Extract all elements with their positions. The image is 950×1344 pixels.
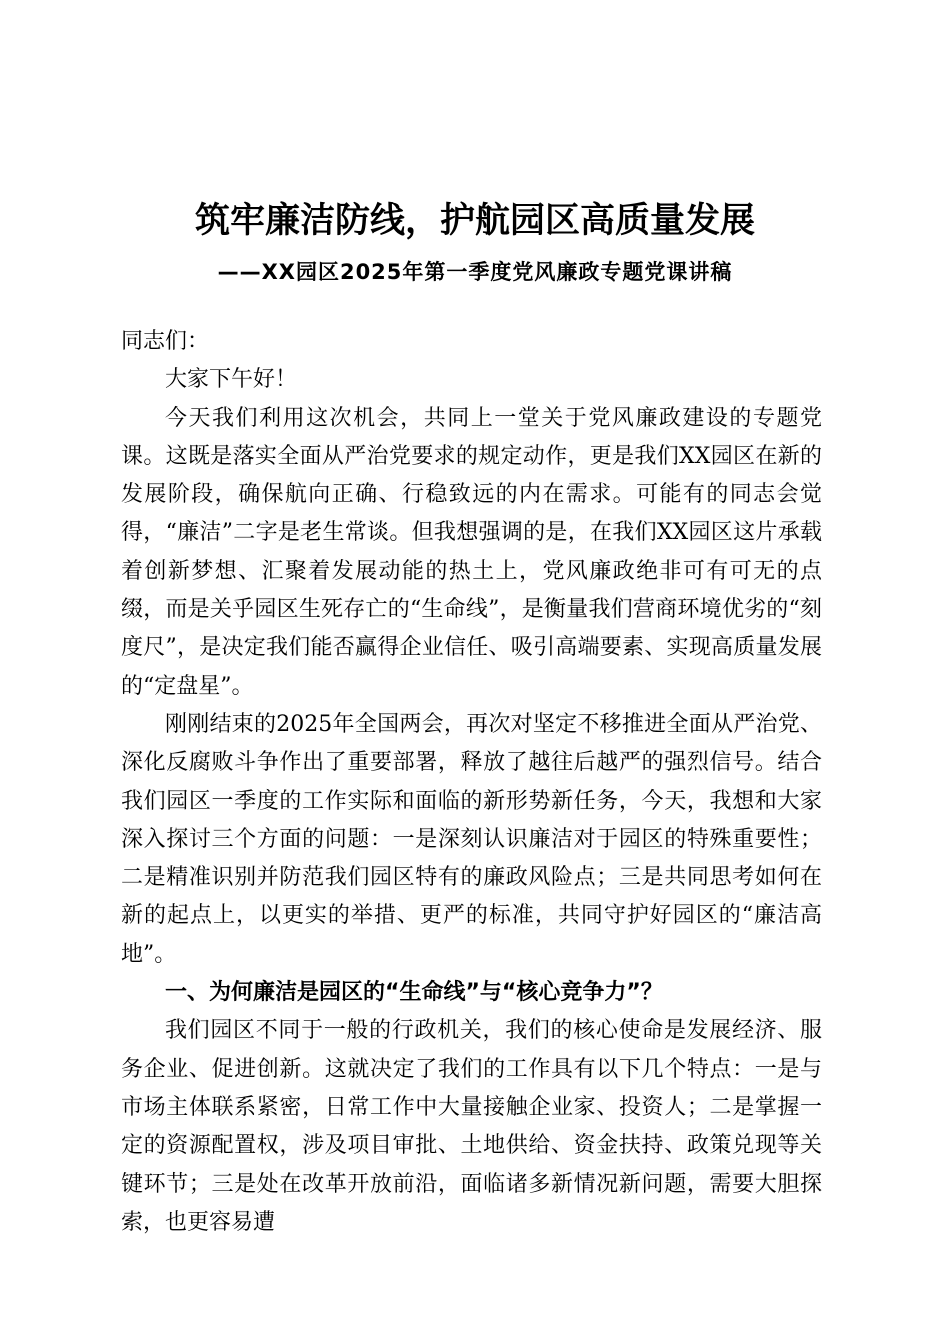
document-subtitle: ——XX园区2025年第一季度党风廉政专题党课讲稿 — [217, 260, 733, 284]
body-paragraph: 今天我们利用这次机会，共同上一堂关于党风廉政建设的专题党课。这既是落实全面从严治党要求的规定动作，更是我们XX园区在新的发展阶段，确保航向正确、行稳致远的内在需求。可能有的同志会觉得，“廉洁”二字是老生常谈。但我想强调的是，在我们XX园区这片承载着创新梦想、汇聚着发展动能的热土上，党风廉政绝非可有可无的点缀，而是关乎园区生死存亡的“生命线”，是衡量我们营商环境优劣的“刻度尺”，是决定我们能否赢得企业信任、吸引高端要素、实现高质量发展的“定盘星”。 — [121, 405, 822, 699]
section-paragraph: 我们园区不同于一般的行政机关，我们的核心使命是发展经济、服务企业、促进创新。这就决定了我们的工作具有以下几个特点：一是与市场主体联系紧密，日常工作中大量接触企业家、投资人；二是掌握一定的资源配置权，涉及项目审批、土地供给、资金扶持、政策兑现等关键环节；三是处在改革开放前沿，面临诸多新情况新问题，需要大胆探索，也更容易遭 — [121, 1018, 822, 1235]
salutation: 同志们： — [121, 329, 210, 354]
document-body — [121, 323, 822, 1242]
document-title: 筑牢廉洁防线，护航园区高质量发展 — [194, 200, 755, 241]
body-paragraph: 刚刚结束的2025年全国两会，再次对坚定不移推进全面从严治党、深化反腐败斗争作出了重要部署，释放了越往后越严的强烈信号。结合我们园区一季度的工作实际和面临的新形势新任务，今天，我想和大家深入探讨三个方面的问题：一是深刻认识廉洁对于园区的特殊重要性；二是精准识别并防范我们园区特有的廉政风险点；三是共同思考如何在新的起点上，以更实的举措、更严的标准，共同守护好园区的“廉洁高地”。 — [121, 711, 822, 967]
greeting: 大家下午好！ — [165, 367, 298, 393]
section-heading: 一、为何廉洁是园区的“生命线”与“核心竞争力”？ — [165, 980, 663, 1006]
